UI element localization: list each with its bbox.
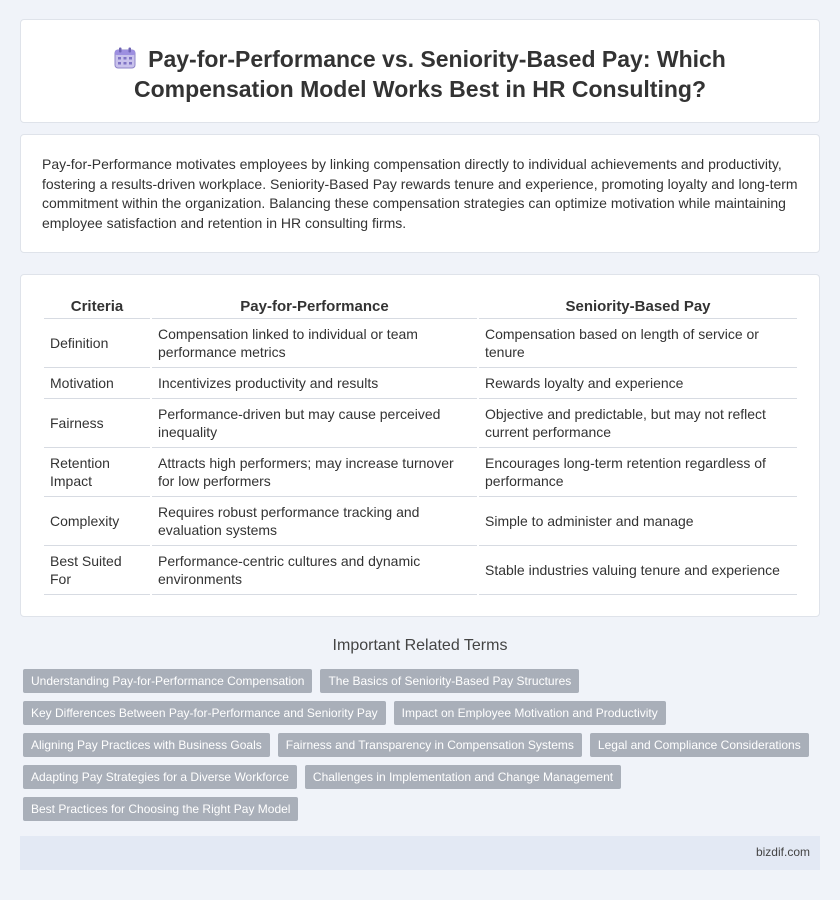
comparison-table [42,295,799,595]
intro-paragraph: Pay-for-Performance motivates employees by linking compensation directly to individual achievements and productivity, fostering a results-driven workplace. Seniority-Based Pay rewards tenure and experience, promoting loyalty and long-term commitment within the organization. Balancing these compensation strategies can optimize motivation while maintaining employee satisfaction and retention in HR consulting firms. [42,156,798,231]
row-criteria: Fairness [44,399,150,448]
row-criteria: Definition [44,319,150,368]
row-performance: Requires robust performance tracking and evaluation systems [152,497,477,546]
related-term-tag[interactable]: Legal and Compliance Considerations [590,733,809,757]
intro-card [20,134,820,253]
row-seniority: Objective and predictable, but may not reflect current performance [479,399,797,448]
page-title: Pay-for-Performance vs. Seniority-Based Pay: Which Compensation Model Works Best in HR Consulting? [133,46,726,102]
related-term-tag[interactable]: Aligning Pay Practices with Business Goals [23,733,270,757]
table-row [44,319,797,368]
table-row [44,497,797,546]
related-terms-title: Important Related Terms [332,637,508,654]
related-term-tag[interactable]: Understanding Pay-for-Performance Compensation [23,669,312,693]
comparison-table-card [20,274,820,617]
row-performance: Performance-driven but may cause perceived inequality [152,399,477,448]
row-seniority: Rewards loyalty and experience [479,368,797,399]
calendar-icon [114,47,136,69]
row-performance: Performance-centric cultures and dynamic environments [152,546,477,595]
page-title-wrap [21,44,819,104]
row-performance: Incentivizes productivity and results [152,368,477,399]
table-row [44,368,797,399]
row-seniority: Compensation based on length of service or tenure [479,319,797,368]
row-performance: Attracts high performers; may increase turnover for low performers [152,448,477,497]
related-term-tag[interactable]: Adapting Pay Strategies for a Diverse Workforce [23,765,297,789]
row-performance: Compensation linked to individual or team performance metrics [152,319,477,368]
related-term-tag[interactable]: The Basics of Seniority-Based Pay Structures [320,669,579,693]
table-row [44,546,797,595]
footer-site-link[interactable]: bizdif.com [755,845,810,859]
footer-bar [20,836,820,870]
related-term-tag[interactable]: Impact on Employee Motivation and Productivity [394,701,666,725]
table-row [44,448,797,497]
row-seniority: Stable industries valuing tenure and experience [479,546,797,595]
header-pay-for-performance: Pay-for-Performance [152,295,477,319]
related-terms-list [23,669,813,821]
title-card [20,19,820,123]
row-seniority: Simple to administer and manage [479,497,797,546]
header-seniority-based-pay: Seniority-Based Pay [479,295,797,319]
header-criteria: Criteria [44,295,150,319]
row-criteria: Complexity [44,497,150,546]
related-term-tag[interactable]: Challenges in Implementation and Change Management [305,765,621,789]
row-criteria: Retention Impact [44,448,150,497]
row-criteria: Best Suited For [44,546,150,595]
row-seniority: Encourages long-term retention regardless of performance [479,448,797,497]
related-term-tag[interactable]: Key Differences Between Pay-for-Performance and Seniority Pay [23,701,386,725]
table-header-row [44,295,797,319]
row-criteria: Motivation [44,368,150,399]
related-term-tag[interactable]: Fairness and Transparency in Compensation Systems [278,733,582,757]
related-term-tag[interactable]: Best Practices for Choosing the Right Pay Model [23,797,298,821]
table-row [44,399,797,448]
